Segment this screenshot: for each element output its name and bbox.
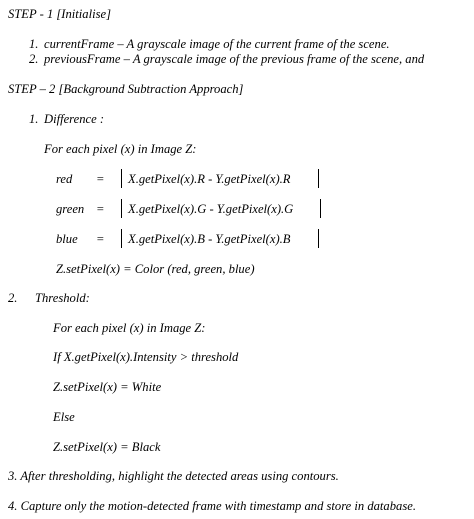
difference-assign: Z.setPixel(x) = Color (red, green, blue) xyxy=(56,262,255,276)
difference-number: 1. xyxy=(29,112,39,126)
blue-label: blue xyxy=(56,232,78,246)
red-label: red xyxy=(56,172,73,186)
threshold-else: Else xyxy=(53,410,75,424)
red-abs-right-bar xyxy=(318,169,319,188)
threshold-loop: For each pixel (x) in Image Z: xyxy=(53,321,206,335)
green-label: green xyxy=(56,202,85,216)
green-abs-left-bar xyxy=(121,199,122,218)
step-1-item-2-text: previousFrame – A grayscale image of the previous frame of the scene, and xyxy=(44,52,425,66)
step-1-item-1-number: 1. xyxy=(29,37,39,51)
blue-equals: = xyxy=(96,232,105,246)
red-expression: X.getPixel(x).R - Y.getPixel(x).R xyxy=(128,172,291,186)
threshold-title: Threshold: xyxy=(35,291,90,305)
step-1-item-2-number: 2. xyxy=(29,52,39,66)
red-equals: = xyxy=(96,172,105,186)
step-4-text: 4. Capture only the motion-detected frame with timestamp and store in database. xyxy=(8,499,416,513)
blue-abs-left-bar xyxy=(121,229,122,248)
red-abs-left-bar xyxy=(121,169,122,188)
green-abs-right-bar xyxy=(320,199,321,218)
step-3-text: 3. After thresholding, highlight the detected areas using contours. xyxy=(8,469,339,483)
threshold-if: If X.getPixel(x).Intensity > threshold xyxy=(53,350,239,364)
threshold-else-assign: Z.setPixel(x) = Black xyxy=(53,440,161,454)
threshold-then: Z.setPixel(x) = White xyxy=(53,380,162,394)
green-expression: X.getPixel(x).G - Y.getPixel(x).G xyxy=(128,202,294,216)
blue-expression: X.getPixel(x).B - Y.getPixel(x).B xyxy=(128,232,291,246)
blue-abs-right-bar xyxy=(318,229,319,248)
difference-loop: For each pixel (x) in Image Z: xyxy=(44,142,197,156)
step-1-heading: STEP - 1 [Initialise] xyxy=(8,7,111,21)
step-1-item-1-text: currentFrame – A grayscale image of the current frame of the scene. xyxy=(44,37,390,51)
difference-title: Difference : xyxy=(44,112,105,126)
step-2-heading: STEP – 2 [Background Subtraction Approach] xyxy=(8,82,244,96)
threshold-number: 2. xyxy=(8,291,18,305)
green-equals: = xyxy=(96,202,105,216)
